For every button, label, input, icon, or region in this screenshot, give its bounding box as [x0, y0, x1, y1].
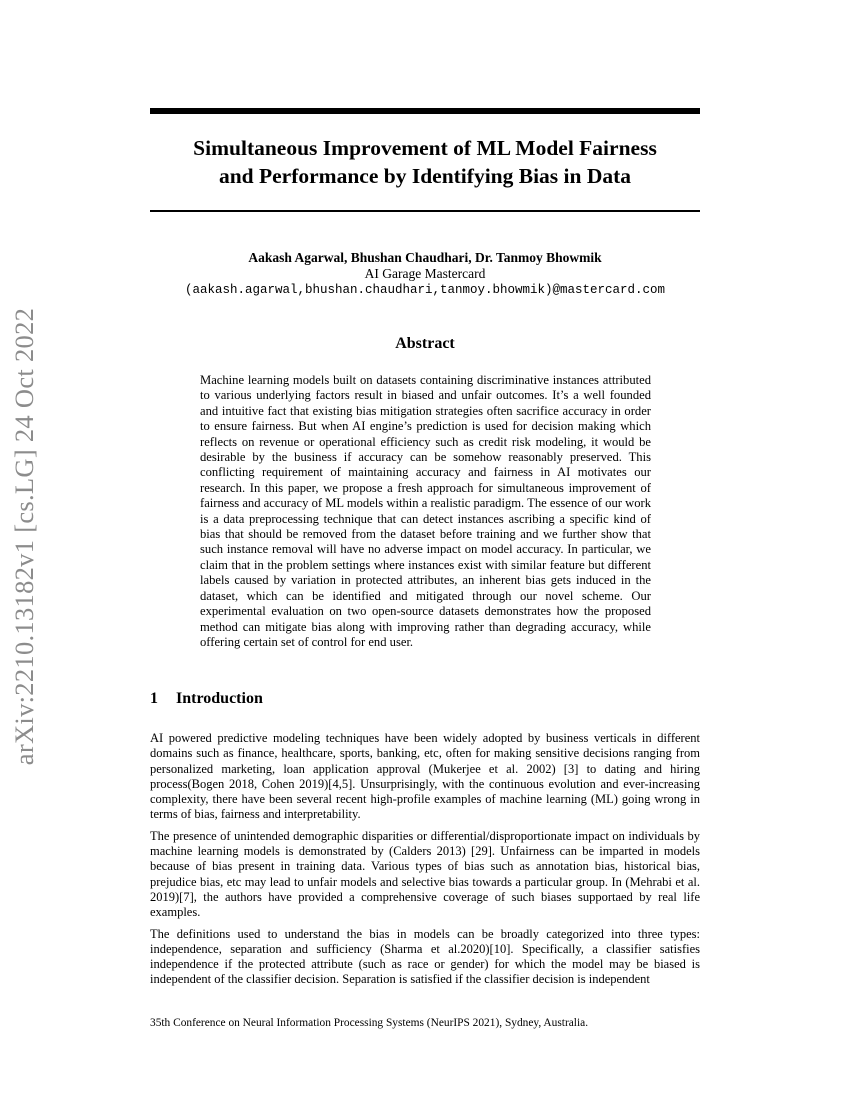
- body-paragraph: The presence of unintended demographic disparities or differential/disproportionate impact on individuals by machine learning models is demonstrated by (Calders 2013) [29]. Unfairness can be imparted in models because of bias present in training data. Various types of bias such as annotation bias, historical bias, prejudice bias, etc may lead to unfair models and selective bias towards a particular group. In (Mehrabi et al. 2019)[7], the authors have provided a comprehensive coverage of such biases supportaed by real life examples.: [150, 828, 700, 920]
- author-names: Aakash Agarwal, Bhushan Chaudhari, Dr. Tanmoy Bhowmik: [248, 250, 602, 265]
- conference-footer: 35th Conference on Neural Information Processing Systems (NeurIPS 2021), Sydney, Australia.: [150, 1017, 589, 1029]
- section-heading-introduction: [150, 690, 263, 708]
- body-paragraph: The definitions used to understand the bias in models can be broadly categorized into three types: independence, separation and sufficiency (Sharma et al.2020)[10]. Specifically, a classifier satisfies independence if the protected attribute (such as race or gender) for which the model may be biased is independent of the classifier decision. Separation is satisfied if the classifier decision is independent: [150, 926, 700, 987]
- paper-title: [150, 134, 700, 190]
- arxiv-identifier-stamp: [3, 296, 47, 776]
- paper-title-line-1: Simultaneous Improvement of ML Model Fairness: [193, 136, 657, 160]
- paper-title-line-2: and Performance by Identifying Bias in Data: [218, 164, 632, 188]
- abstract-heading: Abstract: [395, 335, 455, 352]
- section-title: Introduction: [176, 690, 263, 707]
- arxiv-identifier-text: arXiv:2210.13182v1 [cs.LG] 24 Oct 2022: [9, 307, 40, 765]
- abstract-body: Machine learning models built on datasets containing discriminative instances attributed to various underlying factors result in biased and unfair outcomes. It’s a well founded and intuitive fact that existing bias mitigation strategies often sacrifice accuracy in order to ensure fairness. But when AI engine’s prediction is used for decision making which reflects on revenue or operational efficiency such as credit risk modeling, it would be desirable by the business if accuracy can be somehow reasonably preserved. This conflicting requirement of maintaining accuracy and fairness in AI motivates our research. In this paper, we propose a fresh approach for simultaneous improvement of fairness and accuracy of ML models within a realistic paradigm. The essence of our work is a data preprocessing technique that can detect instances ascribing a specific kind of bias that should be removed from the dataset before training and we further show that such instance removal will have no adverse impact on model accuracy. In particular, we claim that in the problem settings where instances exist with similar feature but different labels caused by variation in protected attributes, an inherent bias gets induced in the dataset, which can be identified and mitigated through our novel scheme. Our experimental evaluation on two open-source datasets demonstrates how the proposed method can mitigate bias along with improving rather than degrading accuracy, while offering certain set of control for end user.: [200, 373, 651, 649]
- body-paragraph: AI powered predictive modeling techniques have been widely adopted by business verticals in different domains such as finance, healthcare, sports, banking, etc, often for making sensitive decisions ranging from personalized marketing, loan application approval (Mukerjee et al. 2002) [3] to dating and hiring process(Bogen 2018, Cohen 2019)[4,5]. Unsurprisingly, with the continuous evolution and ever-increasing complexity, there have been several recent high-profile examples of machine learning (ML) going wrong in terms of bias, fairness and interpretability.: [150, 731, 700, 822]
- title-bottom-rule: [150, 210, 700, 212]
- introduction-body: [150, 731, 700, 994]
- title-top-rule: [150, 108, 700, 114]
- section-number: 1: [150, 690, 158, 707]
- author-email: (aakash.agarwal,bhushan.chaudhari,tanmoy.bhowmik)@mastercard.com: [184, 283, 666, 297]
- author-block: [150, 250, 700, 299]
- author-affiliation: AI Garage Mastercard: [364, 266, 486, 281]
